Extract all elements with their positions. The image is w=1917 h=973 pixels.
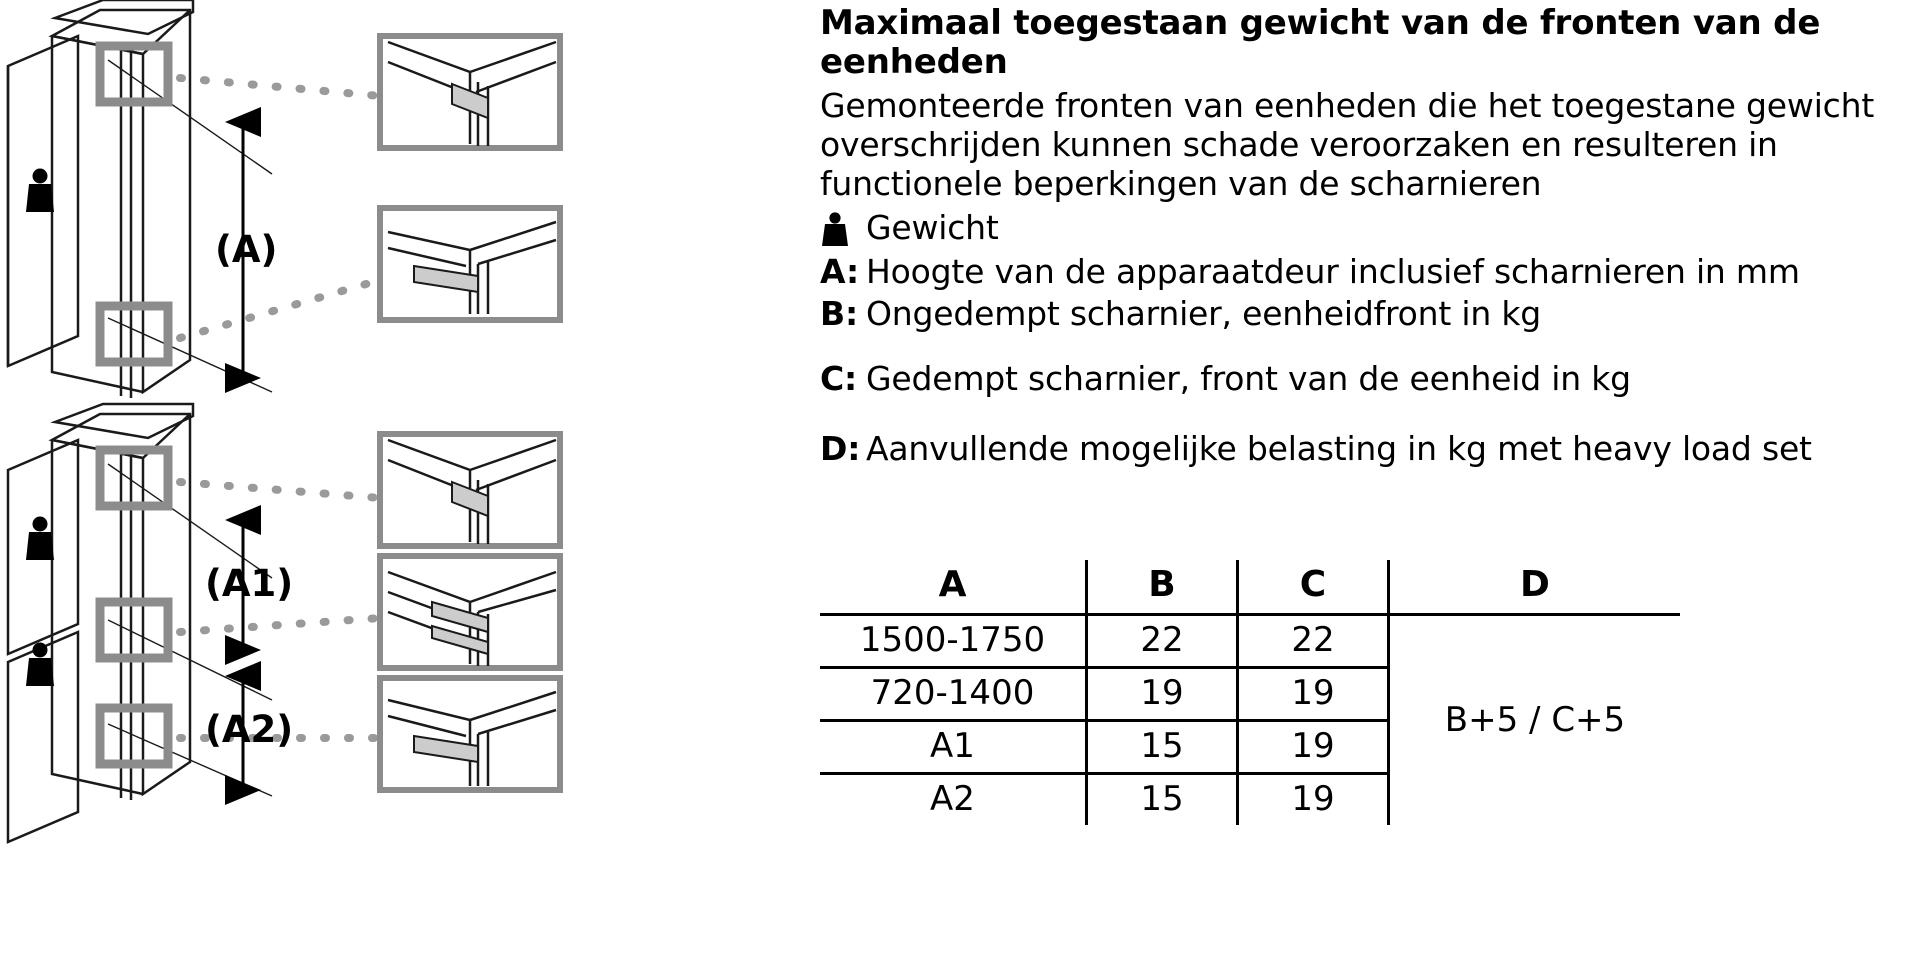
detail-frame-top-upper xyxy=(100,46,168,102)
weight-table xyxy=(820,560,1680,825)
legend-item-b-label: Ongedempt scharnier, eenheidfront in kg xyxy=(866,293,1541,333)
dimension-a xyxy=(215,122,277,378)
legend-key-b: B: xyxy=(820,293,858,333)
table-header-c: C xyxy=(1238,560,1389,615)
detail-frame-top-lower xyxy=(100,306,168,362)
table-header-row xyxy=(820,560,1680,615)
cell-c-1: 22 xyxy=(1238,615,1389,668)
weight-table-wrapper xyxy=(820,560,1910,825)
cell-a-4: A2 xyxy=(820,774,1087,826)
cell-c-2: 19 xyxy=(1238,668,1389,721)
legend-key-c: C: xyxy=(820,359,858,399)
connector-top-upper xyxy=(180,78,380,96)
cell-a-3: A1 xyxy=(820,721,1087,774)
legend-item-weight-label: Gewicht xyxy=(866,207,999,247)
detail-bottom-lower xyxy=(380,678,560,790)
connector-top-lower xyxy=(180,280,380,338)
weight-icon-door-lower xyxy=(26,643,54,687)
legend-item-b xyxy=(820,294,1910,334)
detail-bottom-upper xyxy=(380,434,560,546)
legend-item-a xyxy=(820,252,1910,292)
diagram-svg xyxy=(0,0,800,969)
appliance-diagram xyxy=(0,0,800,969)
dimension-a1 xyxy=(205,520,293,650)
table-row xyxy=(820,615,1680,668)
table-header-d: D xyxy=(1389,560,1681,615)
cell-c-3: 19 xyxy=(1238,721,1389,774)
cell-b-2: 19 xyxy=(1087,668,1238,721)
cell-b-1: 22 xyxy=(1087,615,1238,668)
page-title: Maximaal toegestaan gewicht van de fronten van de eenheden xyxy=(820,3,1821,83)
legend-item-c xyxy=(820,359,1910,399)
legend-item-a-label: Hoogte van de apparaatdeur inclusief scharnieren in mm xyxy=(866,252,1800,292)
weight-icon-door-top xyxy=(26,169,54,213)
legend-key-a: A: xyxy=(820,252,859,292)
table-header-b: B xyxy=(1087,560,1238,615)
cell-c-4: 19 xyxy=(1238,774,1389,826)
cell-a-2: 720-1400 xyxy=(820,668,1087,721)
label-a1: (A1) xyxy=(205,562,294,605)
weight-icon-door-upper xyxy=(26,517,54,561)
label-a2: (A2) xyxy=(205,708,294,751)
cell-d-merged: B+5 / C+5 xyxy=(1444,699,1626,740)
detail-top-upper xyxy=(380,36,560,148)
weight-icon xyxy=(820,208,866,251)
connector-bottom-middle xyxy=(180,618,380,632)
legend-key-d: D: xyxy=(820,429,861,469)
intro-paragraph: Gemonteerde fronten van eenheden die het toegestane gewicht overschrijden kunnen schade veroorzaken en resulteren in functionele beperkingen van de scharnieren xyxy=(820,85,1875,204)
detail-top-lower xyxy=(380,208,560,320)
connector-bottom-upper xyxy=(180,482,380,498)
detail-bottom-middle xyxy=(380,556,560,668)
label-a: (A) xyxy=(215,228,278,271)
legend-item-c-label: Gedempt scharnier, front van de eenheid in kg xyxy=(866,359,1631,399)
legend-item-d xyxy=(820,429,1910,469)
legend-list xyxy=(820,208,1910,469)
legend-item-weight xyxy=(820,208,1910,251)
instructions-panel xyxy=(820,0,1910,969)
table-header-a: A xyxy=(820,560,1087,615)
cell-a-1: 1500-1750 xyxy=(820,615,1087,668)
cell-b-4: 15 xyxy=(1087,774,1238,826)
cell-b-3: 15 xyxy=(1087,721,1238,774)
legend-item-d-label: Aanvullende mogelijke belasting in kg met heavy load set xyxy=(866,429,1812,469)
bottom-assembly xyxy=(8,404,272,842)
detail-frame-bottom-middle xyxy=(100,602,168,658)
detail-frame-bottom-upper xyxy=(100,450,168,506)
